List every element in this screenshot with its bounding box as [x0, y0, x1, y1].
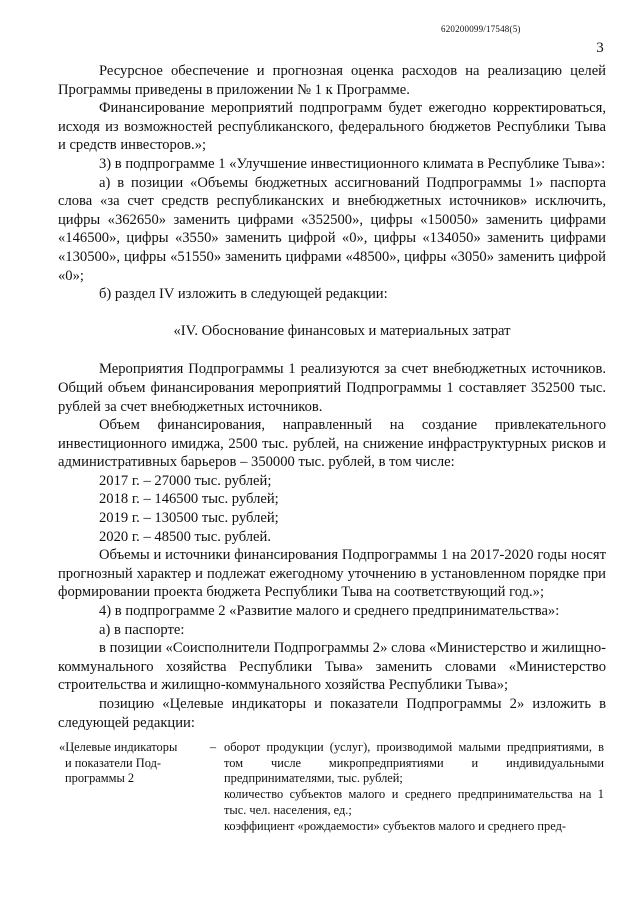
paragraph-subprogram-funding: Мероприятия Подпрограммы 1 реализуются за счет внебюджетных источников. Общий объем финансирования мероприятий Подпрограммы 1 составляет 352500 тыс. рублей за счет внебюджетных источников. — [58, 361, 606, 415]
year-2019: 2019 г. – 130500 тыс. рублей; — [99, 510, 279, 527]
label-line: программы 2 — [65, 771, 135, 786]
table-row-label — [58, 740, 202, 834]
paragraph-financing: Финансирование мероприятий подпрограмм будет ежегодно корректироваться, исходя из возможностей республиканского, федерального бюджетов Республики Тыва и средств инвесторов.»; — [58, 100, 606, 154]
year-2020: 2020 г. – 48500 тыс. рублей. — [99, 528, 271, 545]
page-number: 3 — [596, 40, 604, 56]
year-2018: 2018 г. – 146500 тыс. рублей; — [99, 491, 279, 508]
paragraph-budget-position: а) в позиции «Объемы бюджетных ассигнований Подпрограммы 1» паспорта слова «за счет средств республиканских и внебюджетных источников» исключить, цифры «362650» заменить цифрами «352500», цифры «150050» заменить цифрами «146500», цифры «3550» заменить цифрой «0», цифры «134050» заменить цифрами «130500», цифры «51550» заменить цифрами «48500», цифры «3050» заменить цифрой «0»; — [58, 174, 606, 284]
paragraph-subprogram-1: 3) в подпрограмме 1 «Улучшение инвестиционного климата в Республике Тыва»: — [99, 155, 606, 172]
indicator-count: количество субъектов малого и среднего предпринимательства на 1 тыс. чел. населения, ед.; — [224, 787, 604, 817]
paragraph-target-indicators: позицию «Целевые индикаторы и показатели Подпрограммы 2» изложить в следующей редакции: — [58, 696, 606, 731]
year-2017: 2017 г. – 27000 тыс. рублей; — [99, 472, 272, 489]
indicator-birth-rate: коэффициент «рождаемости» субъектов малого и среднего пред- — [224, 818, 567, 833]
document-id: 620200099/17548(5) — [441, 24, 521, 34]
section-heading: «IV. Обоснование финансовых и материальных затрат — [173, 322, 511, 339]
indicators-table — [58, 740, 606, 834]
paragraph-resources: Ресурсное обеспечение и прогнозная оценка расходов на реализацию целей Программы приведены в приложении № 1 к Программе. — [58, 63, 606, 98]
paragraph-subprogram-2: 4) в подпрограмме 2 «Развитие малого и среднего предпринимательства»: — [99, 603, 560, 620]
label-line: «Целевые индикаторы — [59, 740, 178, 754]
indicator-turnover: оборот продукции (услуг), производимой малыми предприятиями, в том числе микропредприятиями и индивидуальными предпринимателями, тыс. рублей; — [224, 740, 604, 786]
table-dash: – — [209, 740, 217, 754]
label-line: и показатели Под- — [65, 755, 162, 770]
paragraph-funding-volume: Объем финансирования, направленный на создание привлекательного инвестиционного имиджа, 2500 тыс. рублей, на снижение инфраструктурных рисков и административных барьеров – 350000 тыс. рублей, в том числе: — [58, 417, 606, 471]
paragraph-forecast: Объемы и источники финансирования Подпрограммы 1 на 2017-2020 годы носят прогнозный характер и подлежат ежегодному уточнению в установленном порядке при формировании проекта бюджета Республики Тыва на соответствующий год.»; — [58, 547, 606, 601]
document-body — [58, 62, 606, 732]
table-row — [58, 740, 606, 834]
paragraph-co-executors: в позиции «Соисполнители Подпрограммы 2» слова «Министерство и жилищно-коммунального хозяйства Республики Тыва» заменить словами «Министерство строительства и жилищно-коммунального хозяйства Республики Тыва»; — [58, 640, 606, 694]
table-row-values — [224, 740, 604, 834]
paragraph-section-iv: б) раздел IV изложить в следующей редакции: — [99, 286, 388, 303]
paragraph-passport: а) в паспорте: — [99, 621, 185, 638]
